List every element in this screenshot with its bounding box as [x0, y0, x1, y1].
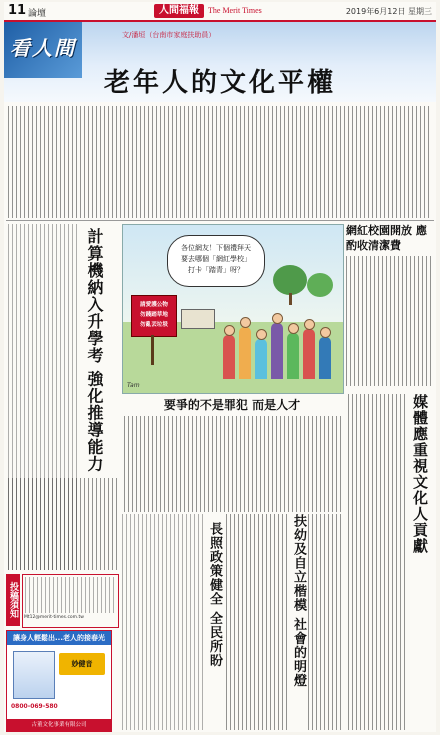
cartoon-caption: 要爭的不是罪犯 而是人才 [163, 398, 301, 412]
person-figure [287, 333, 299, 379]
page-number: 11 [8, 3, 27, 18]
tree-icon [307, 273, 333, 297]
shelter-article-text-2 [122, 514, 204, 730]
media-headline: 媒體應重視文化人貢獻 [411, 394, 429, 554]
shelter-headline: 長照政策健全 全民所盼 [207, 522, 222, 668]
bubble-line: 各位網友！下個禮拜天 [181, 244, 251, 252]
speech-bubble [167, 235, 265, 287]
contribute-tab: 投稿須知 [6, 574, 20, 626]
product-box-image [13, 651, 55, 699]
person-head [320, 327, 331, 338]
divider [6, 220, 434, 221]
main-headline: 老年人的文化平權 [103, 68, 336, 98]
person-head [224, 325, 235, 336]
media-article-text [348, 394, 408, 730]
notice-text [25, 577, 115, 613]
main-article-text [8, 106, 432, 218]
advertisement[interactable] [6, 630, 112, 732]
masthead [154, 3, 262, 18]
issue-date: 2019年6月12日 星期三 [345, 7, 432, 16]
person-figure [239, 327, 251, 379]
shelter-article-text [226, 514, 288, 730]
person-figure [319, 337, 331, 379]
contribute-email[interactable]: Mt12@merit-times.com.tw [24, 615, 84, 620]
lamp-headline: 扶幼及自立楷模 社會的明燈 [291, 514, 306, 688]
lower-article-text [124, 416, 344, 512]
bus-icon [181, 309, 215, 329]
person-head [304, 319, 315, 330]
crowd-of-tourists [223, 297, 335, 379]
byline: 文/潘垣（台南市家庭扶助員） [122, 31, 216, 39]
bubble-line: 打卡「踏青」呀？ [188, 266, 244, 274]
campus-headline: 網紅校園開放 應酌收清潔費 [346, 224, 427, 252]
ad-footer: 古董文化事業有限公司 [7, 719, 111, 731]
person-figure [271, 323, 283, 379]
editorial-cartoon [122, 224, 344, 394]
artist-signature: Tam [127, 382, 140, 389]
sign-line: 請愛護公物 [140, 302, 168, 308]
exam-article-text [8, 478, 118, 570]
campus-article-text [346, 256, 432, 386]
column-banner [4, 22, 436, 102]
person-head [272, 313, 283, 324]
lamp-article-text [308, 514, 344, 730]
newspaper-page [4, 2, 436, 732]
masthead-logo: 人間福報 [154, 4, 204, 18]
section-name: 論壇 [28, 9, 47, 19]
warning-sign [131, 295, 177, 337]
sign-line: 勿亂丟垃圾 [140, 322, 168, 328]
person-figure [303, 329, 315, 379]
masthead-english: The Merit Times [208, 6, 262, 15]
person-figure [255, 339, 267, 379]
sign-post [151, 335, 154, 365]
bubble-line: 要去哪個「網紅學校」 [181, 255, 251, 263]
exam-headline: 計算機納入升學考 強化推導能力 [85, 228, 104, 473]
product-name: 妙健音 [59, 653, 105, 675]
person-head [288, 323, 299, 334]
sign-line: 勿踐踏草地 [140, 312, 168, 318]
person-figure [223, 335, 235, 379]
ad-title: 讓身人輕鬆出...老人的接春光 [7, 631, 111, 645]
campus-headline-block [346, 224, 432, 254]
page-header [4, 2, 436, 22]
ad-phone: 0800-069-580 [11, 703, 58, 710]
person-head [256, 329, 267, 340]
person-head [240, 317, 251, 328]
column-name: 看人間 [10, 36, 76, 60]
tree-icon [273, 265, 307, 295]
